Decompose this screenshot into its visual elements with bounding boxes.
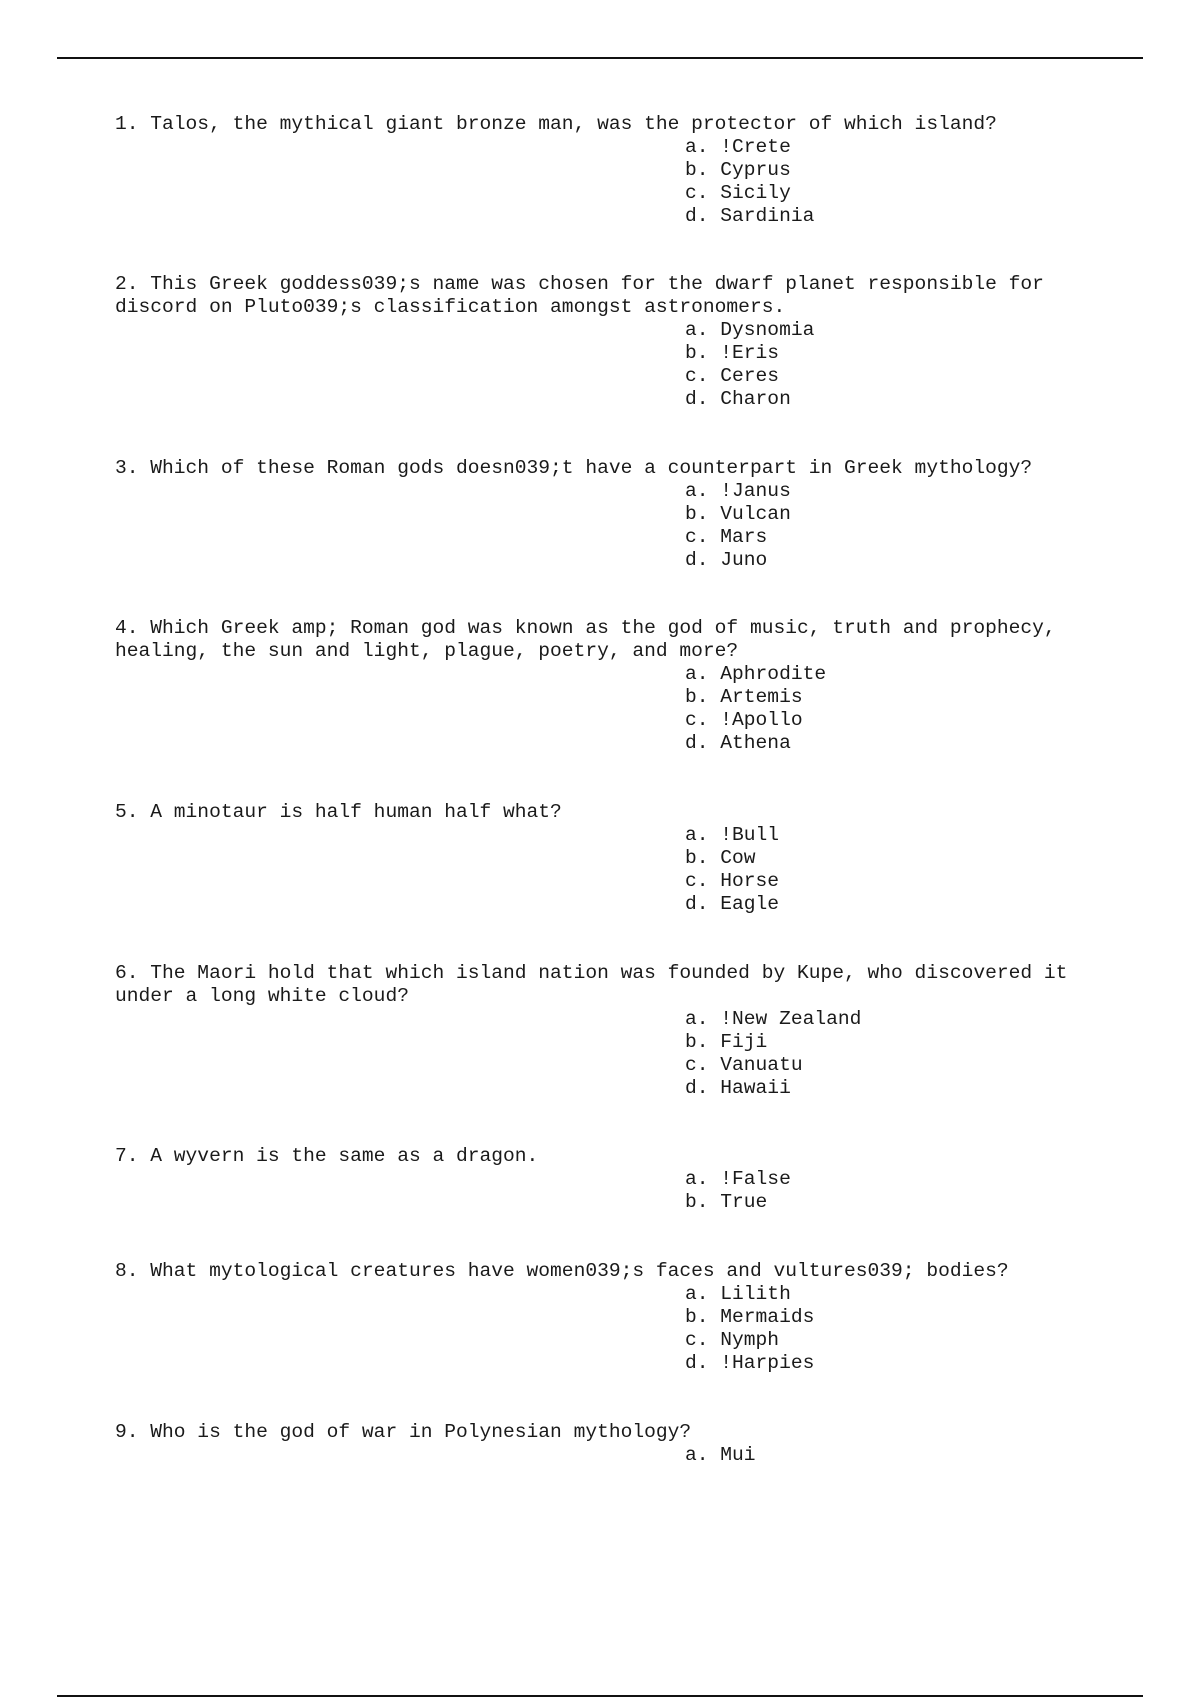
option-list	[115, 1008, 1125, 1100]
option-list	[115, 824, 1125, 916]
question-4	[115, 617, 1125, 755]
option-b: b. Fiji	[685, 1031, 768, 1053]
option-b: b. !Eris	[685, 342, 780, 364]
option-list	[115, 1283, 1125, 1375]
bottom-rule	[57, 1695, 1143, 1697]
option-a: a. Lilith	[685, 1283, 791, 1305]
option-d: d. Juno	[685, 549, 768, 571]
question-text: 2. This Greek goddess039;s name was chosen for the dwarf planet responsible for discord on Pluto039;s classification amongst astronomers.	[115, 273, 1056, 318]
option-a: a. !Crete	[685, 136, 791, 158]
question-text: 8. What mytological creatures have women039;s faces and vultures039; bodies?	[115, 1260, 1009, 1282]
option-b: b. Cow	[685, 847, 756, 869]
question-3	[115, 457, 1125, 572]
option-list	[115, 480, 1125, 572]
option-list	[115, 136, 1125, 228]
option-c: c. Vanuatu	[685, 1054, 803, 1076]
option-b: b. Cyprus	[685, 159, 791, 181]
option-d: d. !Harpies	[685, 1352, 815, 1374]
option-b: b. True	[685, 1191, 768, 1213]
option-a: a. Dysnomia	[685, 319, 815, 341]
option-d: d. Athena	[685, 732, 791, 754]
question-9	[115, 1421, 1125, 1467]
option-d: d. Hawaii	[685, 1077, 791, 1099]
option-list	[115, 1168, 1125, 1214]
option-a: a. Aphrodite	[685, 663, 827, 685]
option-c: c. Nymph	[685, 1329, 780, 1351]
option-a: a. !Bull	[685, 824, 780, 846]
option-list	[115, 663, 1125, 755]
option-c: c. Sicily	[685, 182, 791, 204]
question-text: 1. Talos, the mythical giant bronze man, was the protector of which island?	[115, 113, 997, 135]
question-text: 7. A wyvern is the same as a dragon.	[115, 1145, 539, 1167]
option-c: c. !Apollo	[685, 709, 803, 731]
question-7	[115, 1145, 1125, 1214]
option-list	[115, 319, 1125, 411]
option-d: d. Charon	[685, 388, 791, 410]
option-a: a. Mui	[685, 1444, 756, 1466]
question-8	[115, 1260, 1125, 1375]
option-list	[115, 1444, 1125, 1467]
option-d: d. Eagle	[685, 893, 780, 915]
question-1	[115, 113, 1125, 228]
question-text: 3. Which of these Roman gods doesn039;t have a counterpart in Greek mythology?	[115, 457, 1033, 479]
option-d: d. Sardinia	[685, 205, 815, 227]
question-text: 9. Who is the god of war in Polynesian mythology?	[115, 1421, 692, 1443]
question-text: 5. A minotaur is half human half what?	[115, 801, 562, 823]
question-2	[115, 273, 1125, 411]
question-5	[115, 801, 1125, 916]
question-6	[115, 962, 1125, 1100]
question-text: 4. Which Greek amp; Roman god was known as the god of music, truth and prophecy, healing, the sun and light, plague, poetry, and more?	[115, 617, 1068, 662]
option-a: a. !New Zealand	[685, 1008, 862, 1030]
option-c: c. Horse	[685, 870, 780, 892]
option-a: a. !Janus	[685, 480, 791, 502]
top-rule	[57, 57, 1143, 59]
option-b: b. Mermaids	[685, 1306, 815, 1328]
option-a: a. !False	[685, 1168, 791, 1190]
option-c: c. Ceres	[685, 365, 780, 387]
option-b: b. Artemis	[685, 686, 803, 708]
option-b: b. Vulcan	[685, 503, 791, 525]
question-text: 6. The Maori hold that which island nation was founded by Kupe, who discovered it under a long white cloud?	[115, 962, 1080, 1007]
option-c: c. Mars	[685, 526, 768, 548]
